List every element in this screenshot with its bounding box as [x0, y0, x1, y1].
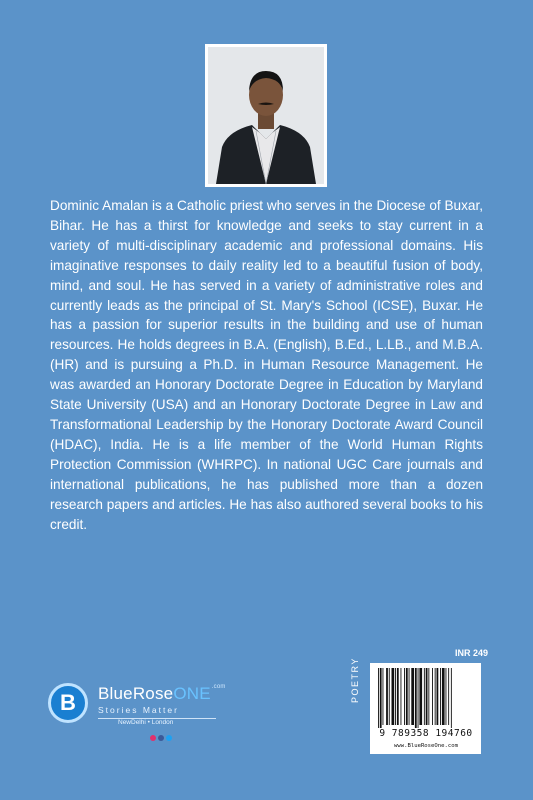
social-icons — [150, 728, 174, 746]
publisher-cities: NewDelhi • London — [118, 719, 174, 726]
instagram-icon[interactable] — [150, 735, 156, 741]
isbn-number: 9 789358 194760 — [379, 728, 473, 739]
author-photo — [208, 47, 324, 184]
genre-label: POETRY — [350, 657, 360, 703]
author-photo-frame — [205, 44, 327, 187]
publisher-name — [98, 684, 226, 704]
publisher-name-main: BlueRose — [98, 684, 174, 703]
publisher-tagline: Stories Matter — [98, 705, 179, 715]
publisher-name-accent: ONE — [173, 684, 211, 703]
price-label: INR 249 — [455, 648, 489, 658]
bluerose-logo-icon: B — [48, 683, 88, 723]
author-bio: Dominic Amalan is a Catholic priest who serves in the Diocese of Buxar, Bihar. He has a thirst for knowledge and seeks to stay current in a variety of multi-disciplinary academic and professional domains. His imaginative responses to daily reality led to a beautiful fusion of body, mind, and soul. He has served in a variety of administrative roles and currently leads as the principal of St. Mary's School (ICSE), Buxar. He has a passion for superior results in the building and use of human resources. He holds degrees in B.A. (English), B.Ed., L.LB., and M.B.A. (HR) and is pursuing a Ph.D. in Human Resource Management. He was awarded an Honorary Doctorate Degree in Education by Maryland State University (USA) and an Honorary Doctorate Degree in Law and Transformational Leadership by the Honorary Doctorate Award Council (HDAC), India. He is a life member of the World Human Rights Protection Commission (WHRPC). In national UGC Care journals and international publications, he has published more than a dozen research papers and articles. He has also authored several books to his credit. — [50, 198, 483, 532]
author-portrait-image — [208, 47, 324, 184]
barcode-bars — [378, 668, 473, 728]
publisher-logo[interactable] — [48, 679, 248, 739]
publisher-name-suffix: .com — [211, 684, 226, 690]
publisher-website: www.BlueRoseOne.com — [394, 743, 458, 749]
facebook-icon[interactable] — [158, 735, 164, 741]
isbn-barcode — [370, 663, 481, 754]
twitter-icon[interactable] — [166, 735, 172, 741]
